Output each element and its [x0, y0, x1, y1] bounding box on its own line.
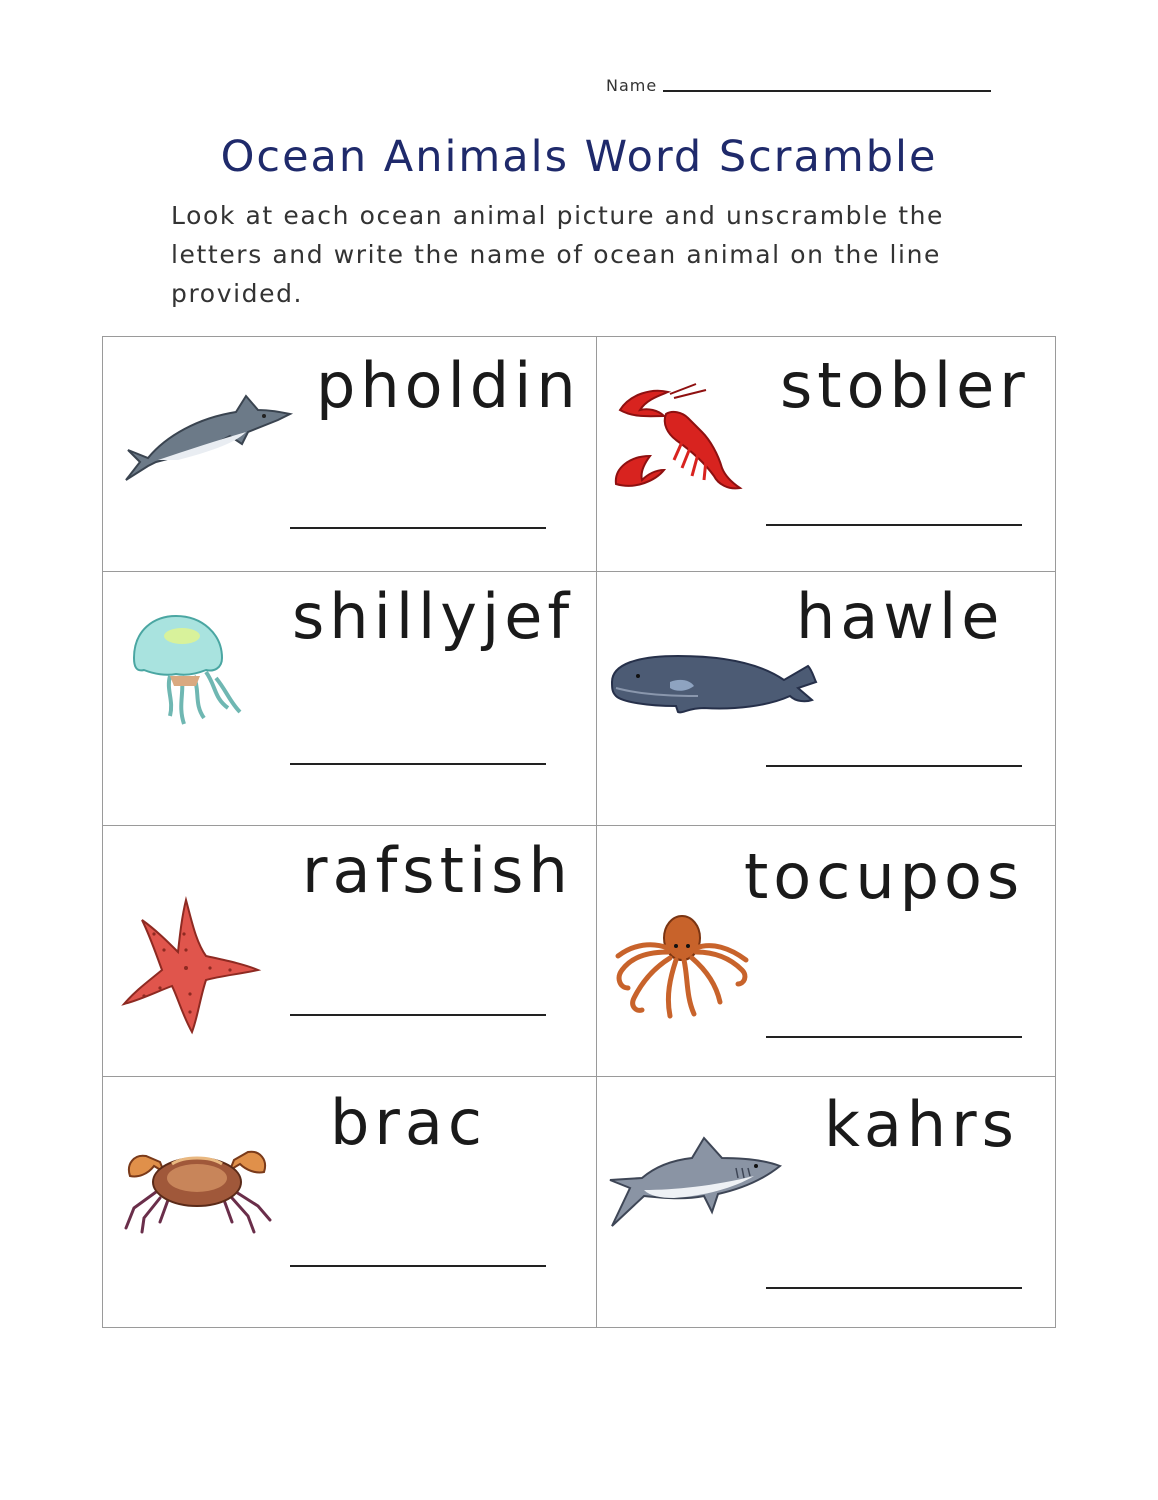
shark-icon — [604, 1134, 784, 1234]
grid-divider-row-2 — [102, 825, 1056, 826]
starfish-icon — [120, 894, 262, 1036]
answer-line[interactable] — [766, 524, 1022, 526]
lobster-icon — [610, 380, 744, 498]
answer-line[interactable] — [290, 1265, 546, 1267]
scrambled-word: tocupos — [744, 840, 1025, 913]
scrambled-word: kahrs — [824, 1088, 1019, 1161]
scrambled-word: stobler — [780, 349, 1030, 422]
answer-line[interactable] — [766, 1287, 1022, 1289]
grid-divider-row-3 — [102, 1076, 1056, 1077]
scrambled-word: shillyjef — [292, 580, 575, 653]
dolphin-icon — [118, 388, 294, 488]
scrambled-word: brac — [330, 1086, 487, 1159]
scrambled-word: pholdin — [316, 349, 581, 422]
octopus-icon — [612, 912, 754, 1024]
name-label: Name — [606, 76, 658, 95]
answer-line[interactable] — [290, 1014, 546, 1016]
answer-line[interactable] — [766, 1036, 1022, 1038]
scrambled-word: hawle — [796, 580, 1005, 653]
grid-divider-vertical — [596, 336, 597, 1328]
answer-line[interactable] — [290, 527, 546, 529]
answer-line[interactable] — [290, 763, 546, 765]
name-row — [606, 76, 991, 95]
name-input-line[interactable] — [663, 90, 991, 92]
answer-line[interactable] — [766, 765, 1022, 767]
page-title: Ocean Animals Word Scramble — [220, 132, 938, 182]
whale-icon — [608, 652, 820, 716]
instructions: Look at each ocean animal picture and unscramble the letters and write the name of ocean animal on the line provided. — [171, 201, 945, 308]
scrambled-word: rafstish — [302, 834, 573, 907]
jellyfish-icon — [130, 612, 246, 734]
crab-icon — [120, 1136, 274, 1234]
grid-divider-row-1 — [102, 571, 1056, 572]
